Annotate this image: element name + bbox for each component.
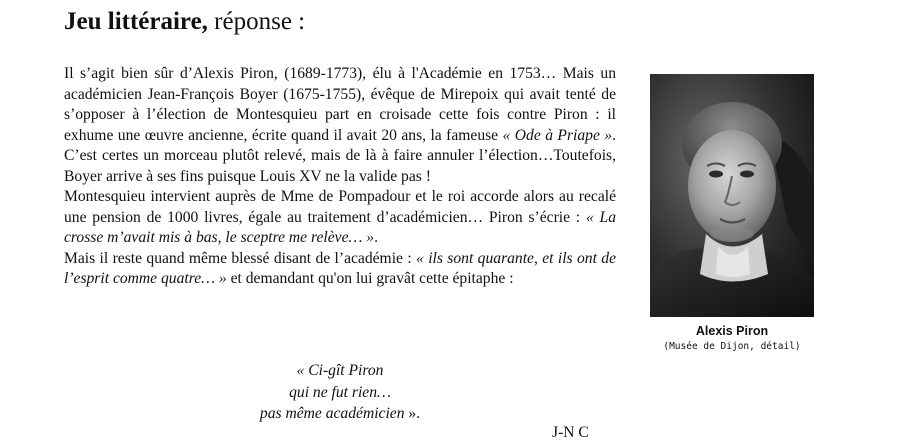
p1-quote: « Ode à Priape » — [502, 126, 613, 144]
epitaph-line-2: qui ne fut rien… — [289, 383, 391, 401]
p3-quote: « ils sont quarante, et ils ont de l’esprit comme quatre… » — [64, 249, 617, 287]
p2-text-b: . — [374, 229, 378, 246]
epitaph-line-1: « Ci-gît Piron — [296, 362, 384, 379]
article-body — [64, 64, 616, 290]
p1-text-b: . C’est certes un morceau plutôt relevé, mais de là à faire annuler l’élection…Toutefois, Boyer arrive à ses fins puisque Louis XV ne la valide pas ! — [64, 126, 616, 185]
author-signature: J-N C — [552, 424, 589, 441]
paragraph-2 — [64, 187, 616, 249]
epitaph-closing-quote: ». — [404, 405, 421, 422]
portrait-caption-source: (Musée de Dijon, détail) — [663, 341, 801, 352]
epitaph — [230, 360, 450, 425]
portrait-image — [650, 74, 814, 317]
title-bold: Jeu littéraire, — [64, 8, 208, 35]
paragraph-3 — [64, 249, 616, 290]
p2-quote: « La crosse m’avait mis à bas, le sceptre me relève… » — [64, 208, 616, 246]
paragraph-1 — [64, 64, 616, 187]
title-rest: réponse : — [207, 8, 306, 35]
epitaph-line-3-text: pas même académicien — [259, 405, 405, 422]
p3-text-b: et demandant qu'on lui gravât cette épitaphe : — [226, 270, 514, 287]
epitaph-line-3 — [230, 403, 450, 425]
portrait-caption-name: Alexis Piron — [695, 324, 769, 338]
page-title — [64, 8, 305, 36]
p3-text-a: Mais il reste quand même blessé disant de l’académie : — [64, 249, 417, 267]
p2-text-a: Montesquieu intervient auprès de Mme de Pompadour et le roi accorde alors au recalé une pension de 1000 livres, égale au traitement d’académicien… Piron s’écrie : — [64, 188, 616, 226]
p1-text-a: Il s’agit bien sûr d’Alexis Piron, (1689-1773), élu à l'Académie en 1753… Mais un académicien Jean-François Boyer (1675-1755), évêque de Mirepoix qui avait tenté de s’opposer à l’élection de Montesquieu part en croisade cette fois contre Piron : il exhume une œuvre ancienne, écrite quand il avait 20 ans, la fameuse — [64, 65, 616, 144]
